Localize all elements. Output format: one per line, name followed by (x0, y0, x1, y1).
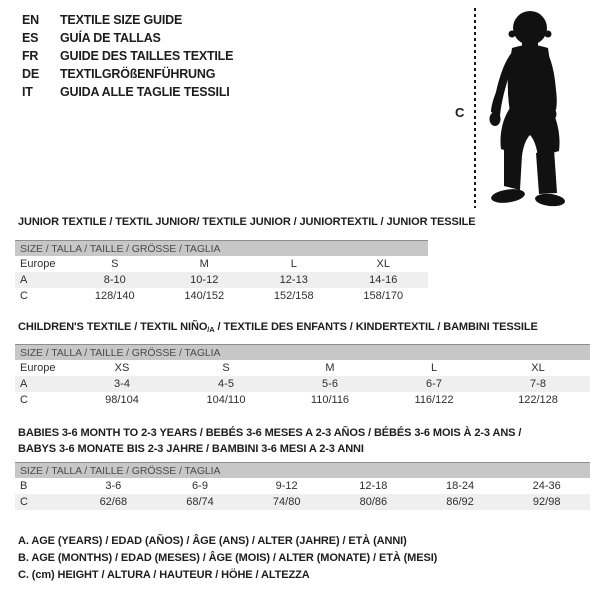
junior-table-title: JUNIOR TEXTILE / TEXTIL JUNIOR/ TEXTILE JUNIOR / JUNIORTEXTIL / JUNIOR TESSILE (18, 216, 476, 228)
table-row-age (15, 272, 428, 288)
height-measure-label: C (455, 105, 465, 120)
language-row-es (22, 29, 233, 47)
table-row-europe (15, 256, 428, 272)
language-code: ES (22, 31, 39, 45)
cell: 8-10 (103, 274, 126, 286)
language-list (22, 11, 233, 101)
cell: 68/74 (186, 496, 214, 508)
size-header-bar: SIZE / TALLA / TAILLE / GRÖSSE / TAGLIA (15, 240, 428, 256)
language-code: IT (22, 85, 33, 99)
cell: 98/104 (105, 394, 139, 406)
size-header-bar: SIZE / TALLA / TAILLE / GRÖSSE / TAGLIA (15, 462, 590, 478)
note-age-years: A. AGE (YEARS) / EDAD (AÑOS) / ÂGE (ANS) / ALTER (JAHRE) / ETÀ (ANNI) (18, 535, 407, 547)
cell: 18-24 (445, 480, 475, 492)
cell: 86/92 (446, 496, 474, 508)
row-label: A (20, 378, 28, 390)
language-code: FR (22, 49, 39, 63)
row-label: A (20, 274, 28, 286)
babies-table (15, 462, 590, 510)
cell: 4-5 (218, 378, 234, 390)
children-table-title (18, 321, 538, 334)
note-age-months: B. AGE (MONTHS) / EDAD (MESES) / ÂGE (MOIS) / ALTER (MONATE) / ETÀ (MESI) (18, 552, 438, 564)
height-dashed-line (474, 8, 476, 208)
language-row-it (22, 83, 233, 101)
cell: 110/116 (310, 394, 350, 406)
row-label: C (20, 394, 28, 406)
table-row-height (15, 392, 590, 408)
row-label: C (20, 496, 28, 508)
legend-notes (18, 535, 437, 586)
table-row-height (15, 288, 428, 304)
cell: 9-12 (275, 480, 298, 492)
cell: 6-7 (426, 378, 442, 390)
cell: XS (114, 362, 130, 374)
title-line-1: BABIES 3-6 MONTH TO 2-3 YEARS / BEBÉS 3-6 MESES A 2-3 AÑOS / BÉBÉS 3-6 MOIS À 2-3 ANS / (18, 427, 522, 439)
cell: M (199, 258, 209, 270)
table-row-europe (15, 360, 590, 376)
cell: XL (531, 362, 545, 374)
language-title: GUIDE DES TAILLES TEXTILE (60, 49, 234, 63)
cell: 12-13 (279, 274, 308, 286)
toddler-silhouette-icon (482, 4, 578, 210)
language-title: TEXTILGRÖßENFÜHRUNG (60, 67, 216, 81)
cell: XL (376, 258, 390, 270)
cell: 104/110 (206, 394, 246, 406)
cell: 92/98 (532, 496, 561, 508)
row-label: Europe (20, 362, 56, 374)
cell: L (290, 258, 297, 270)
children-table (15, 344, 590, 408)
title-text: / TEXTILE DES ENFANTS / KINDERTEXTIL / BAMBINI TESSILE (214, 321, 538, 333)
cell: S (222, 362, 230, 374)
cell: 3-6 (105, 480, 122, 492)
cell: 140/152 (184, 290, 225, 302)
cell: 116/122 (414, 394, 454, 406)
cell: 152/158 (273, 290, 314, 302)
cell: 14-16 (369, 274, 398, 286)
table-row-age (15, 376, 590, 392)
cell: M (325, 362, 335, 374)
language-row-fr (22, 47, 233, 65)
cell: S (111, 258, 119, 270)
language-code: EN (22, 13, 39, 27)
cell: 7-8 (530, 378, 546, 390)
cell: 128/140 (94, 290, 135, 302)
language-title: GUIDA ALLE TAGLIE TESSILI (60, 85, 230, 99)
junior-table (15, 240, 428, 304)
babies-table-title (18, 425, 521, 457)
cell: L (430, 362, 438, 374)
cell: 122/128 (518, 394, 558, 406)
cell: 80/86 (359, 496, 388, 508)
language-code: DE (22, 67, 39, 81)
cell: 12-18 (359, 480, 388, 492)
language-title: TEXTILE SIZE GUIDE (60, 13, 183, 27)
note-height-cm: C. (cm) HEIGHT / ALTURA / HAUTEUR / HÖHE / ALTEZZA (18, 569, 310, 581)
cell: 6-9 (192, 480, 208, 492)
cell: 24-36 (532, 480, 561, 492)
table-row-age-months (15, 478, 590, 494)
row-label: C (20, 290, 28, 302)
cell: 62/68 (99, 496, 128, 508)
cell: 5-6 (322, 378, 338, 390)
language-title: GUÍA DE TALLAS (60, 31, 161, 45)
size-header-bar: SIZE / TALLA / TAILLE / GRÖSSE / TAGLIA (15, 344, 590, 360)
language-row-de (22, 65, 233, 83)
row-label: B (20, 480, 28, 492)
row-label: Europe (20, 258, 56, 270)
title-text: CHILDREN'S TEXTILE / TEXTIL NIÑO (18, 321, 208, 333)
table-row-height (15, 494, 590, 510)
title-line-2: BABYS 3-6 MONATE BIS 2-3 JAHRE / BAMBINI 3-6 MESI A 2-3 ANNI (18, 443, 364, 455)
language-row-en (22, 11, 233, 29)
cell: 74/80 (272, 496, 301, 508)
title-subscript: /A (207, 325, 215, 334)
cell: 158/170 (363, 290, 404, 302)
cell: 3-4 (114, 378, 130, 390)
cell: 10-12 (190, 274, 219, 286)
